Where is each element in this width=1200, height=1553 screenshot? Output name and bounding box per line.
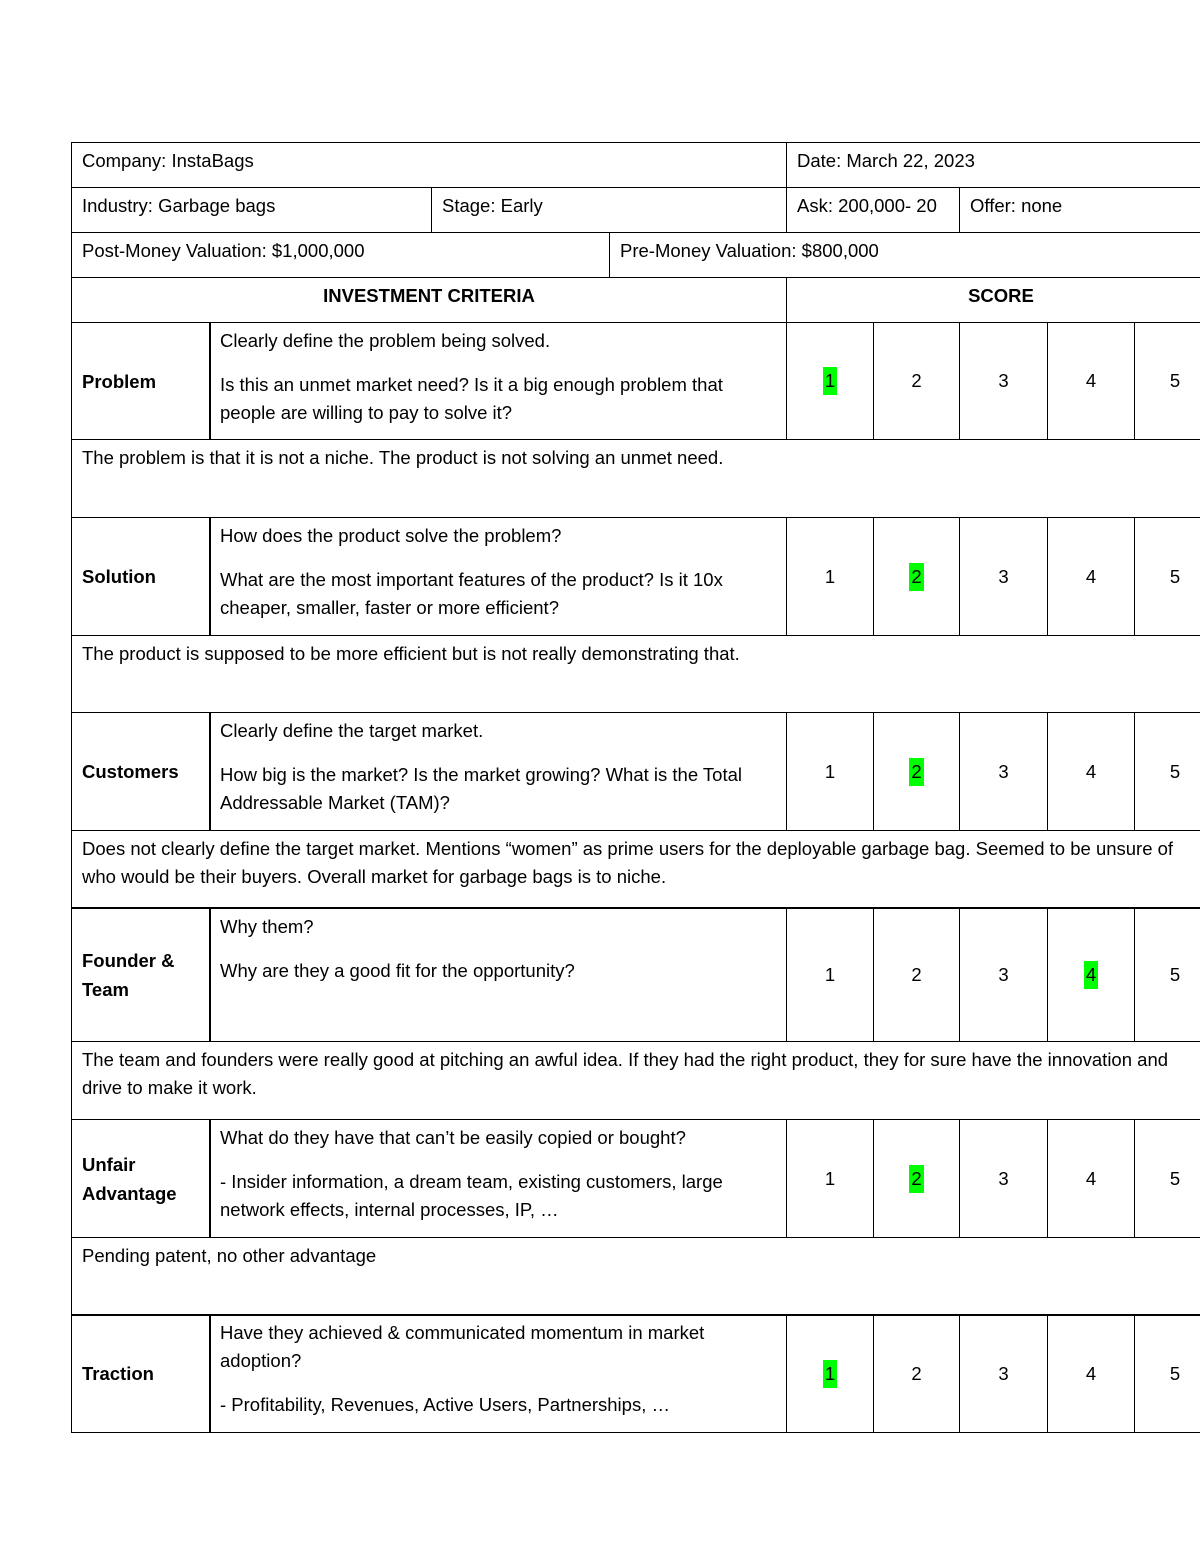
score-value: 3 (998, 760, 1009, 782)
criterion-question: Why them? (220, 916, 314, 937)
score-value: 3 (998, 964, 1009, 985)
score-option-customers-5[interactable] (1134, 712, 1200, 831)
score-value: 1 (824, 964, 836, 985)
score-value: 2 (911, 1362, 922, 1384)
score-header: SCORE (786, 277, 1200, 323)
criterion-questions-unfair-advantage (209, 1119, 787, 1238)
ask-cell: Ask: 200,000- 20 (786, 187, 960, 233)
score-option-unfair-advantage-5[interactable] (1134, 1119, 1200, 1238)
post-money-cell: Post-Money Valuation: $1,000,000 (71, 232, 610, 278)
score-option-solution-2[interactable] (873, 517, 960, 636)
criteria-header: INVESTMENT CRITERIA (71, 277, 787, 323)
criterion-question: Why are they a good fit for the opportunity? (220, 960, 575, 981)
score-value: 5 (1169, 1167, 1181, 1189)
score-option-founder-team-4[interactable] (1047, 908, 1135, 1042)
criterion-note-solution: The product is supposed to be more efficient but is not really demonstrating that. (71, 635, 1200, 713)
criterion-label-problem: Problem (71, 322, 211, 440)
criterion-label-founder-team: Founder & Team (71, 908, 211, 1042)
selected-score-highlight: 2 (909, 563, 923, 591)
criterion-label-unfair-advantage: Unfair Advantage (71, 1119, 211, 1238)
score-value: 2 (911, 370, 922, 391)
score-value: 1 (824, 760, 836, 782)
selected-score-highlight: 4 (1084, 961, 1098, 989)
score-value: 4 (1085, 1167, 1097, 1189)
criterion-questions-founder-team (209, 908, 787, 1042)
criterion-question: Clearly define the problem being solved. (220, 330, 551, 351)
selected-score-highlight: 2 (909, 758, 923, 786)
score-value: 3 (998, 370, 1009, 391)
score-value: 4 (1085, 760, 1097, 782)
score-value: 5 (1169, 370, 1181, 391)
criterion-label-customers: Customers (71, 712, 211, 831)
criterion-question: How does the product solve the problem? (220, 525, 562, 546)
score-option-unfair-advantage-4[interactable] (1047, 1119, 1135, 1238)
score-option-traction-5[interactable] (1134, 1314, 1200, 1433)
industry-cell: Industry: Garbage bags (71, 187, 432, 233)
score-option-founder-team-5[interactable] (1134, 908, 1200, 1042)
score-value: 2 (911, 964, 922, 985)
score-option-traction-4[interactable] (1047, 1314, 1135, 1433)
criterion-questions-customers (209, 712, 787, 831)
criterion-questions-solution (209, 517, 787, 636)
score-value: 5 (1169, 565, 1181, 587)
criterion-note-founder-team: The team and founders were really good at pitching an awful idea. If they had the right product, they for sure have the innovation and drive to make it work. (71, 1041, 1200, 1120)
score-option-solution-3[interactable] (959, 517, 1048, 636)
score-option-founder-team-1[interactable] (786, 908, 874, 1042)
score-option-unfair-advantage-1[interactable] (786, 1119, 874, 1238)
score-option-founder-team-2[interactable] (873, 908, 960, 1042)
score-option-customers-4[interactable] (1047, 712, 1135, 831)
score-value: 4 (1085, 1362, 1097, 1384)
criterion-note-problem: The problem is that it is not a niche. The product is not solving an unmet need. (71, 439, 1200, 518)
selected-score-highlight: 1 (823, 1360, 837, 1388)
score-option-unfair-advantage-3[interactable] (959, 1119, 1048, 1238)
offer-cell: Offer: none (959, 187, 1200, 233)
score-option-customers-3[interactable] (959, 712, 1048, 831)
score-option-solution-1[interactable] (786, 517, 874, 636)
score-option-problem-5[interactable] (1134, 322, 1200, 440)
date-cell: Date: March 22, 2023 (786, 142, 1200, 188)
selected-score-highlight: 1 (823, 367, 837, 395)
score-option-problem-1[interactable] (786, 322, 874, 440)
criterion-question: Have they achieved & communicated momentum in market adoption? (220, 1322, 705, 1371)
score-value: 1 (824, 565, 836, 587)
selected-score-highlight: 2 (909, 1165, 923, 1193)
score-option-traction-2[interactable] (873, 1314, 960, 1433)
score-option-solution-4[interactable] (1047, 517, 1135, 636)
criterion-question: What are the most important features of the product? Is it 10x cheaper, smaller, faster or more efficient? (220, 569, 723, 618)
score-option-traction-3[interactable] (959, 1314, 1048, 1433)
criterion-note-unfair-advantage: Pending patent, no other advantage (71, 1237, 1200, 1316)
pre-money-cell: Pre-Money Valuation: $800,000 (609, 232, 1200, 278)
score-value: 5 (1169, 964, 1181, 985)
score-value: 5 (1169, 1362, 1181, 1384)
score-value: 1 (824, 1167, 836, 1189)
score-value: 3 (998, 565, 1009, 587)
criterion-note-customers: Does not clearly define the target market. Mentions “women” as prime users for the deployable garbage bag. Seemed to be unsure of who would be their buyers. Overall market for garbage bags is to niche. (71, 830, 1200, 908)
criterion-label-traction: Traction (71, 1314, 211, 1433)
score-option-traction-1[interactable] (786, 1314, 874, 1433)
score-value: 5 (1169, 760, 1181, 782)
score-option-founder-team-3[interactable] (959, 908, 1048, 1042)
criterion-question: What do they have that can’t be easily copied or bought? (220, 1127, 686, 1148)
criterion-questions-problem (209, 322, 787, 440)
score-option-problem-3[interactable] (959, 322, 1048, 440)
criterion-label-solution: Solution (71, 517, 211, 636)
criterion-question: Clearly define the target market. (220, 720, 484, 741)
score-option-customers-2[interactable] (873, 712, 960, 831)
company-cell: Company: InstaBags (71, 142, 787, 188)
criterion-question: Is this an unmet market need? Is it a big enough problem that people are willing to pay to solve it? (220, 374, 723, 423)
score-value: 4 (1085, 370, 1097, 391)
criterion-question: How big is the market? Is the market growing? What is the Total Addressable Market (TAM)? (220, 764, 743, 813)
criterion-questions-traction (209, 1314, 787, 1433)
score-option-solution-5[interactable] (1134, 517, 1200, 636)
score-option-problem-2[interactable] (873, 322, 960, 440)
criterion-question: - Insider information, a dream team, existing customers, large network effects, internal processes, IP, … (220, 1171, 723, 1220)
score-value: 3 (998, 1362, 1009, 1384)
score-option-unfair-advantage-2[interactable] (873, 1119, 960, 1238)
score-value: 4 (1085, 565, 1097, 587)
stage-cell: Stage: Early (431, 187, 787, 233)
criterion-question: - Profitability, Revenues, Active Users, Partnerships, … (220, 1394, 670, 1415)
score-value: 3 (998, 1167, 1009, 1189)
score-option-customers-1[interactable] (786, 712, 874, 831)
score-option-problem-4[interactable] (1047, 322, 1135, 440)
